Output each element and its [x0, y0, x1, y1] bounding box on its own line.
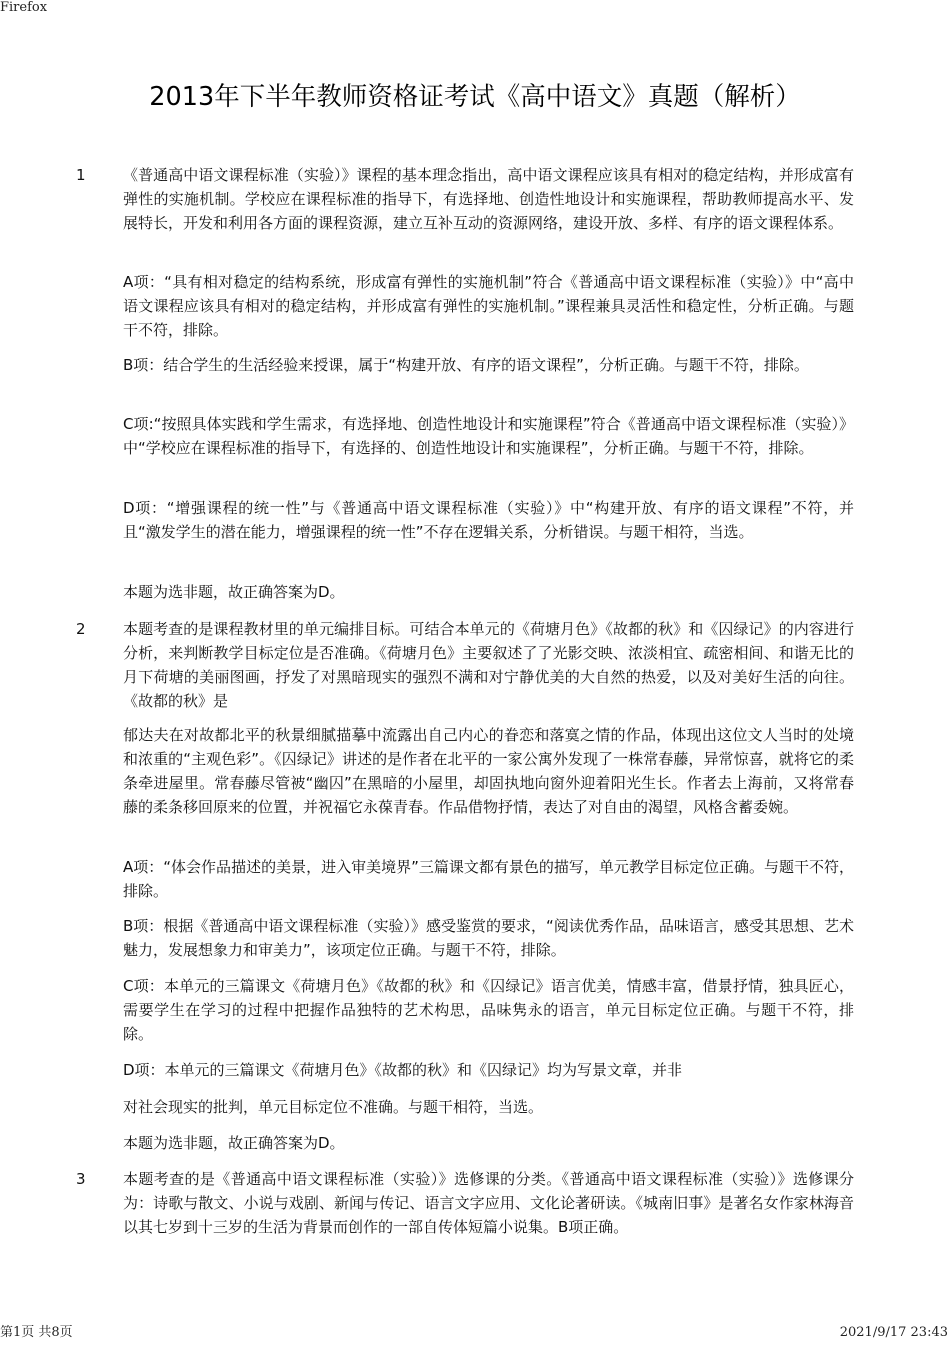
print-timestamp: 2021/9/17 23:43	[839, 1325, 948, 1340]
print-header-app-name: Firefox	[0, 0, 48, 15]
document-title: 2013年下半年教师资格证考试《高中语文》真题（解析）	[149, 82, 801, 112]
question-1-option-b: B项：结合学生的生活经验来授课，属于“构建开放、有序的语文课程”，分析正确。与题干不符，排除。	[123, 356, 809, 374]
question-2-option-d: D项：本单元的三篇课文《荷塘月色》《故都的秋》和《囚绿记》均为写景文章，并非	[123, 1061, 683, 1079]
question-2-paragraph-1: 本题考查的是课程教材里的单元编排目标。可结合本单元的《荷塘月色》《故都的秋》和《囚绿记》的内容进行分析，来判断教学目标定位是否准确。《荷塘月色》主要叙述了了光影交映、浓淡相宜、疏密相间、和谐无比的月下荷塘的美丽图画，抒发了对黑暗现实的强烈不满和对宁静优美的大自然的热爱，以及对美好生活的向往。《故都的秋》是	[123, 620, 854, 710]
page-indicator: 第1页 共8页	[0, 1325, 73, 1340]
question-1-answer: 本题为选非题，故正确答案为D。	[123, 583, 345, 601]
question-number: 3	[76, 1170, 86, 1188]
question-number: 2	[76, 620, 86, 638]
question-2-option-a: A项：“体会作品描述的美景，进入审美境界”三篇课文都有景色的描写，单元教学目标定位正确。与题干不符，排除。	[123, 858, 854, 900]
question-2-paragraph-2: 郁达夫在对故都北平的秋景细腻描摹中流露出自己内心的眷恋和落寞之情的作品，体现出这位文人当时的处境和浓重的“主观色彩”。《囚绿记》讲述的是作者在北平的一家公寓外发现了一株常春藤，异常惊喜，就将它的柔条牵进屋里。常春藤尽管被“幽囚”在黑暗的小屋里，却固执地向窗外迎着阳光生长。作者去上海前，又将常春藤的柔条移回原来的位置，并祝福它永葆青春。作品借物抒情，表达了对自由的渴望，风格含蓄委婉。	[123, 726, 854, 816]
question-1-paragraph-1: 《普通高中语文课程标准（实验）》课程的基本理念指出，高中语文课程应该具有相对的稳定结构，并形成富有弹性的实施机制。学校应在课程标准的指导下，有选择地、创造性地设计和实施课程，帮助教师提高水平、发展特长，开发和利用各方面的课程资源，建立互补互动的资源网络，建设开放、多样、有序的语文课程体系。	[123, 166, 854, 232]
question-1-option-c: C项:“按照具体实践和学生需求，有选择地、创造性地设计和实施课程”符合《普通高中语文课程标准（实验）》中“学校应在课程标准的指导下，有选择的、创造性地设计和实施课程”，分析正确。与题干不符，排除。	[123, 415, 854, 457]
question-2-option-b: B项：根据《普通高中语文课程标准（实验）》感受鉴赏的要求，“阅读优秀作品，品味语言，感受其思想、艺术魅力，发展想象力和审美力”，该项定位正确。与题干不符，排除。	[123, 917, 854, 959]
question-2-option-c: C项：本单元的三篇课文《荷塘月色》《故都的秋》和《囚绿记》语言优美，情感丰富，借景抒情，独具匠心，需要学生在学习的过程中把握作品独特的艺术构思，品味隽永的语言，单元目标定位正确。与题干不符，排除。	[123, 977, 854, 1043]
question-1-option-a: A项：“具有相对稳定的结构系统，形成富有弹性的实施机制”符合《普通高中语文课程标准（实验）》中“高中语文课程应该具有相对的稳定结构，并形成富有弹性的实施机制。”课程兼具灵活性和稳定性，分析正确。与题干不符，排除。	[123, 273, 854, 339]
question-2-option-d-continued: 对社会现实的批判，单元目标定位不准确。与题干相符，当选。	[123, 1098, 544, 1116]
question-3-paragraph-1: 本题考查的是《普通高中语文课程标准（实验）》选修课的分类。《普通高中语文课程标准（实验）》选修课分为：诗歌与散文、小说与戏剧、新闻与传记、语言文字应用、文化论著研读。《城南旧事》是著名女作家林海音以其七岁到十三岁的生活为背景而创作的一部自传体短篇小说集。B项正确。	[123, 1170, 854, 1236]
question-2-answer: 本题为选非题，故正确答案为D。	[123, 1134, 345, 1152]
question-1-option-d: D项：“增强课程的统一性”与《普通高中语文课程标准（实验）》中“构建开放、有序的语文课程”不符，并且“激发学生的潜在能力，增强课程的统一性”不存在逻辑关系，分析错误。与题干相符，当选。	[123, 499, 854, 541]
question-number: 1	[76, 166, 86, 184]
